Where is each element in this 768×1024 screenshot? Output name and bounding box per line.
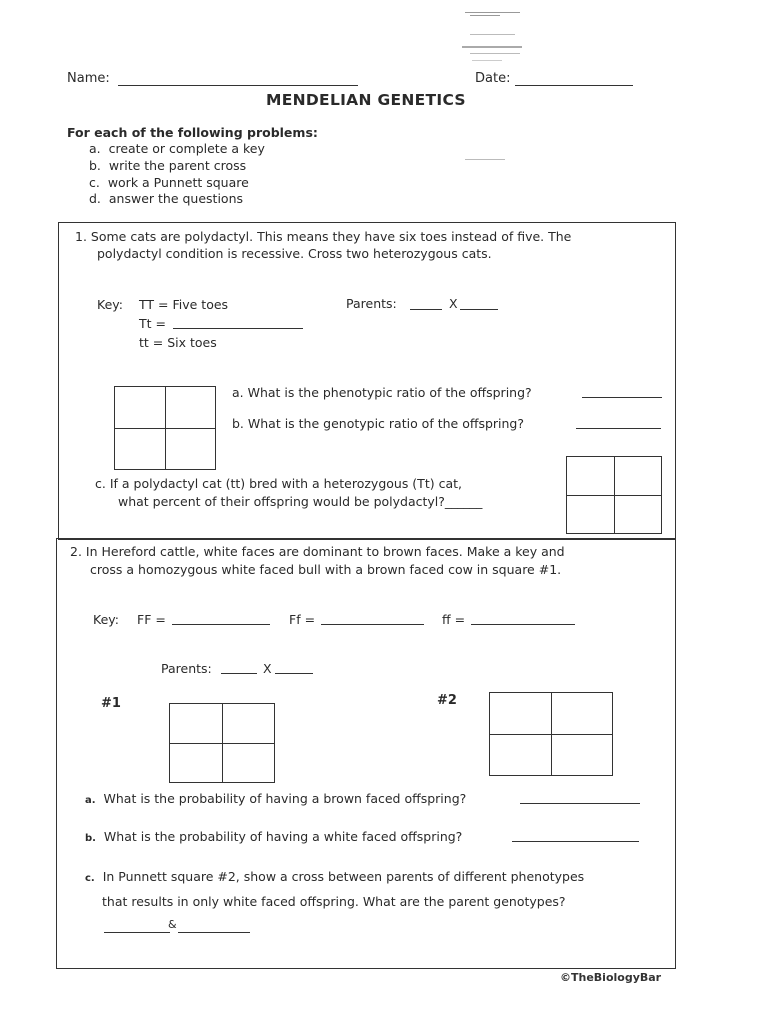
instruction-item — [89, 191, 243, 206]
instruction-item — [89, 158, 246, 173]
problem2-parent1-field[interactable] — [221, 660, 257, 674]
problem1-question-b: b. What is the genotypic ratio of the offspring? — [232, 416, 525, 431]
date-label: Date: — [475, 71, 511, 86]
problem2-answer-a-field[interactable] — [520, 790, 640, 804]
problem2-x-label: X — [263, 661, 272, 676]
problem2-key-ff-mixed-field[interactable] — [321, 611, 424, 625]
question-text: In Punnett square #2, show a cross between parents of different phenotypes — [102, 869, 585, 884]
scan-mark — [470, 15, 500, 16]
problem1-key-tt-mixed-field[interactable] — [173, 315, 303, 329]
problem1-text-line1: 1. Some cats are polydactyl. This means they have six toes instead of five. The — [75, 229, 572, 244]
date-field[interactable] — [515, 71, 633, 86]
problem2-parent2-field[interactable] — [275, 660, 313, 674]
punnett-divider — [490, 734, 612, 735]
instruction-letter: b. — [89, 158, 101, 173]
name-label: Name: — [67, 71, 110, 86]
problem1-question-c-line2: what percent of their offspring would be polydactyl?______ — [118, 494, 483, 509]
punnett-divider — [567, 495, 661, 496]
punnett-divider — [115, 428, 215, 429]
problem2-question-c-line2: that results in only white faced offspring. What are the parent genotypes? — [102, 894, 566, 909]
question-letter: a. — [85, 795, 96, 806]
problem1-parents-label: Parents: — [346, 296, 397, 311]
question-text: What is the probability of having a brown faced offspring? — [103, 791, 467, 806]
question-letter: c. — [85, 873, 95, 884]
problem2-key-ff-mixed: Ff = — [289, 612, 316, 627]
problem1-key-label: Key: — [97, 297, 123, 312]
problem2-text-line2: cross a homozygous white faced bull with a brown faced cow in square #1. — [90, 562, 562, 577]
problem2-parents-label: Parents: — [161, 661, 212, 676]
problem1-text-line2: polydactyl condition is recessive. Cross two heterozygous cats. — [97, 246, 492, 261]
scan-mark — [470, 34, 515, 35]
page-title: MENDELIAN GENETICS — [266, 91, 466, 109]
scan-mark — [472, 60, 502, 61]
problem2-genotype1-field[interactable] — [104, 919, 170, 933]
problem2-question-c-line1 — [85, 869, 584, 884]
instruction-letter: c. — [89, 175, 100, 190]
instruction-letter: d. — [89, 191, 101, 206]
problem2-key-ff-lower: ff = — [442, 612, 466, 627]
problem1-key-tt-upper: TT = Five toes — [139, 297, 229, 312]
scan-mark — [462, 46, 522, 48]
problem2-square1-label: #1 — [101, 696, 121, 711]
problem2-punnett-square-1[interactable] — [169, 703, 275, 783]
problem2-question-b — [85, 829, 462, 844]
problem2-text-line1: 2. In Hereford cattle, white faces are dominant to brown faces. Make a key and — [70, 544, 565, 559]
problem2-key-ff-upper-field[interactable] — [172, 611, 270, 625]
problem1-key-tt-mixed: Tt = — [139, 316, 166, 331]
problem1-punnett-square-c[interactable] — [566, 456, 662, 534]
instructions-intro: For each of the following problems: — [67, 125, 318, 140]
instruction-item — [89, 175, 249, 190]
problem1-answer-b-field[interactable] — [576, 415, 661, 429]
problem2-question-a — [85, 791, 466, 806]
problem1-question-a: a. What is the phenotypic ratio of the offspring? — [232, 385, 532, 400]
name-field[interactable] — [118, 71, 358, 86]
punnett-divider — [170, 743, 274, 744]
problem2-amp: & — [168, 918, 177, 931]
problem2-key-label: Key: — [93, 612, 119, 627]
instruction-text: write the parent cross — [108, 158, 247, 173]
problem2-key-ff-lower-field[interactable] — [471, 611, 575, 625]
problem2-key-ff-upper: FF = — [137, 612, 166, 627]
question-letter: b. — [85, 833, 96, 844]
instruction-text: create or complete a key — [108, 141, 265, 156]
problem1-punnett-square[interactable] — [114, 386, 216, 470]
instruction-letter: a. — [89, 141, 101, 156]
scan-mark — [465, 12, 520, 13]
problem1-answer-a-field[interactable] — [582, 384, 662, 398]
instruction-text: answer the questions — [108, 191, 243, 206]
problem1-question-c-line1: c. If a polydactyl cat (tt) bred with a heterozygous (Tt) cat, — [95, 476, 462, 491]
problem1-parent2-field[interactable] — [460, 296, 498, 310]
scan-mark — [465, 159, 505, 160]
problem2-answer-b-field[interactable] — [512, 828, 639, 842]
problem2-punnett-square-2[interactable] — [489, 692, 613, 776]
problem2-square2-label: #2 — [437, 693, 457, 708]
instruction-text: work a Punnett square — [107, 175, 249, 190]
problem1-x-label: X — [449, 296, 458, 311]
instruction-item — [89, 141, 265, 156]
scan-mark — [470, 53, 520, 54]
problem1-parent1-field[interactable] — [410, 296, 442, 310]
copyright: ©TheBiologyBar — [560, 971, 662, 984]
problem1-key-tt-lower: tt = Six toes — [139, 335, 217, 350]
problem2-genotype2-field[interactable] — [178, 919, 250, 933]
question-text: What is the probability of having a white faced offspring? — [103, 829, 463, 844]
